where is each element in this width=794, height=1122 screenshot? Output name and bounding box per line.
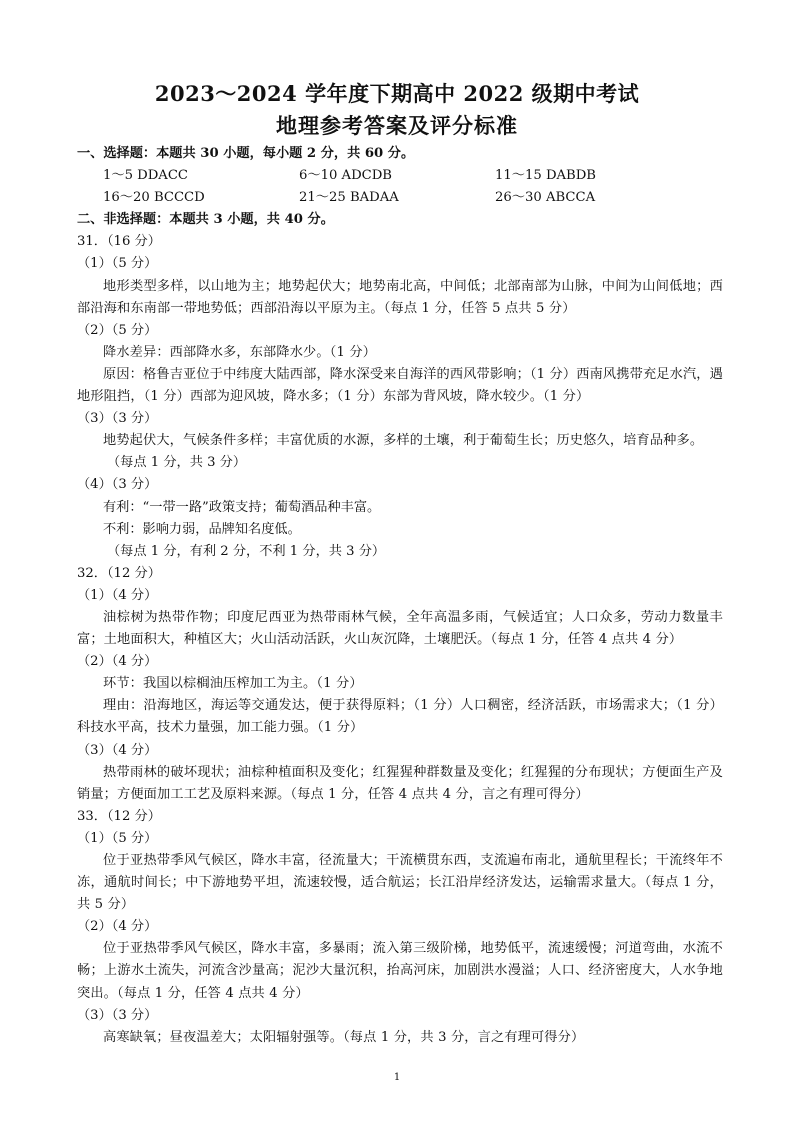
mc-answer-group: 1～5 DDACC	[103, 168, 189, 184]
section1-heading: 一、选择题：本题共 30 小题，每小题 2 分，共 60 分。	[77, 146, 415, 161]
mc-answer-row-1	[77, 165, 723, 187]
mc-answer-row-2	[77, 187, 723, 209]
q31-part4-note: （每点 1 分，有利 2 分，不利 1 分，共 3 分）	[107, 543, 386, 559]
q32-part2-answer-a: 环节：我国以棕榈油压榨加工为主。（1 分）	[103, 676, 363, 692]
q33-part3-answer: 高寒缺氧；昼夜温差大；太阳辐射强等。（每点 1 分，共 3 分，言之有理可得分）	[103, 1029, 585, 1045]
mc-answer-group: 26～30 ABCCA	[495, 190, 596, 206]
answer-content	[77, 143, 723, 1049]
section2-heading: 二、非选择题：本题共 3 小题，共 40 分。	[77, 212, 334, 228]
q31-part2-label: （2）（5 分）	[77, 322, 158, 338]
q31-label: 31．（16 分）	[77, 234, 161, 250]
q32-part2-label: （2）（4 分）	[77, 654, 158, 670]
q31-part2-answer-a: 降水差异：西部降水多，东部降水少。（1 分）	[103, 344, 377, 360]
q31-part3-answer: 地势起伏大，气候条件多样；丰富优质的水源，多样的土壤，利于葡萄生长；历史悠久，培育品种多。	[103, 433, 704, 449]
q33-part1-label: （1）（5 分）	[77, 830, 158, 846]
document-subtitle: 地理参考答案及评分标准	[276, 113, 518, 138]
q32-part1-answer: 油棕树为热带作物；印度尼西亚为热带雨林气候，全年高温多雨，气候适宜；人口众多，劳动力数量丰富；土地面积大，种植区大；火山活动活跃，火山灰沉降，土壤肥沃。（每点 1 分，任答 4 点共 4 分）	[77, 609, 723, 648]
q32-part1-label: （1）（4 分）	[77, 587, 158, 603]
q31-part4-answer-b: 不利：影响力弱，品牌知名度低。	[103, 521, 301, 537]
q32-part3-label: （3）（4 分）	[77, 742, 158, 758]
q31-part1-label: （1）（5 分）	[77, 256, 158, 272]
mc-answer-group: 21～25 BADAA	[299, 190, 399, 206]
q33-part2-answer: 位于亚热带季风气候区，降水丰富，多暴雨；流入第三级阶梯，地势低平，流速缓慢；河道弯曲，水流不畅；上游水土流失，河流含沙量高；泥沙大量沉积，抬高河床，加剧洪水漫溢；人口、经济密度大，人水争地突出。（每点 1 分，任答 4 点共 4 分）	[77, 941, 723, 1001]
q33-label: 33．（12 分）	[77, 808, 161, 824]
mc-answer-group: 6～10 ADCDB	[299, 168, 393, 184]
q31-part4-label: （4）（3 分）	[77, 477, 158, 493]
mc-answer-group: 16～20 BCCCD	[103, 190, 205, 206]
q31-part3-note: （每点 1 分，共 3 分）	[107, 455, 247, 471]
q31-part2-answer-b: 原因：格鲁吉亚位于中纬度大陆西部，降水深受来自海洋的西风带影响；（1 分）西南风携带充足水汽，遇地形阻挡，（1 分）西部为迎风坡，降水多；（1 分）东部为背风坡，降水较少。（1 分）	[77, 366, 723, 405]
q33-part3-label: （3）（3 分）	[77, 1007, 158, 1023]
q31-part1-answer: 地形类型多样，以山地为主；地势起伏大；地势南北高，中间低；北部南部为山脉，中间为山间低地；西部沿海和东南部一带地势低；西部沿海以平原为主。（每点 1 分，任答 5 点共 5 分）	[77, 278, 723, 316]
q31-part4-answer-a: 有利：“一带一路”政策支持；葡萄酒品种丰富。	[103, 499, 381, 515]
q32-part2-answer-b: 理由：沿海地区，海运等交通发达，便于获得原料；（1 分）人口稠密，经济活跃，市场需求大；（1 分）科技水平高，技术力量强，加工能力强。（1 分）	[77, 698, 723, 736]
q32-label: 32．（12 分）	[77, 565, 161, 581]
page-number: 1	[393, 1072, 401, 1083]
q33-part1-answer: 位于亚热带季风气候区，降水丰富，径流量大；干流横贯东西，支流遍布南北，通航里程长；干流终年不冻，通航时间长；中下游地势平坦，流速较慢，适合航运；长江沿岸经济发达，运输需求量大。（每点 1 分，共 5 分）	[77, 853, 723, 913]
q32-part3-answer: 热带雨林的破坏现状；油棕种植面积及变化；红猩猩种群数量及变化；红猩猩的分布现状；方便面生产及销量；方便面加工工艺及原料来源。（每点 1 分，任答 4 点共 4 分，言之有理可得分）	[77, 764, 723, 802]
q31-part3-label: （3）（3 分）	[77, 411, 158, 427]
exam-title: 2023～2024 学年度下期高中 2022 级期中考试	[154, 81, 640, 106]
q33-part2-label: （2）（4 分）	[77, 919, 158, 935]
mc-answer-group: 11～15 DABDB	[495, 168, 596, 184]
